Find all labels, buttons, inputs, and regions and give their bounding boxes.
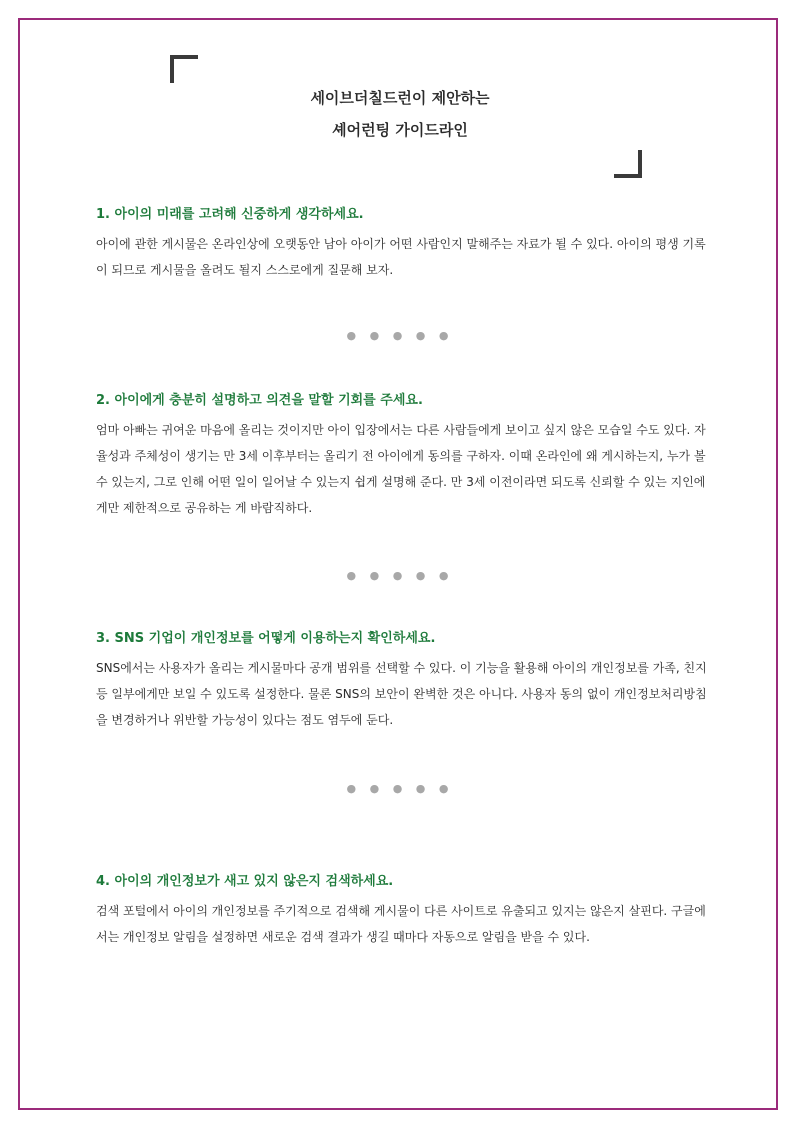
section-body: 엄마 아빠는 귀여운 마음에 올리는 것이지만 아이 입장에서는 다른 사람들에게 보이고 싶지 않은 모습일 수도 있다. 자율성과 주체성이 생기는 만 3세 이후부터는 올리기 전 아이에게 동의를 구하자. 이때 온라인에 왜 게시하는지, 누가 볼 수 있는지, 그로 인해 어떤 일이 일어날 수 있는지 쉽게 설명해 준다. 만 3세 이전이라면 되도록 신뢰할 수 있는 지인에게만 제한적으로 공유하는 게 바람직하다.: [96, 423, 706, 515]
guideline-section-1: [96, 206, 716, 283]
section-body: 검색 포털에서 아이의 개인정보를 주기적으로 검색해 게시물이 다른 사이트로 유출되고 있지는 않은지 살핀다. 구글에서는 개인정보 알림을 설정하면 새로운 검색 결과가 생길 때마다 자동으로 알림을 받을 수 있다.: [96, 904, 706, 944]
section-heading: 3. SNS 기업이 개인정보를 어떻게 이용하는지 확인하세요.: [96, 631, 436, 646]
section-heading: 1. 아이의 미래를 고려해 신중하게 생각하세요.: [96, 207, 364, 222]
page-title-line-1: 세이브더칠드런이 제안하는: [310, 89, 490, 107]
section-heading: 2. 아이에게 충분히 설명하고 의견을 말할 기회를 주세요.: [96, 393, 423, 408]
guideline-section-2: [96, 392, 716, 521]
dot-separator: ● ● ● ● ●: [346, 329, 454, 342]
corner-bracket-bottom-right: [614, 150, 642, 178]
section-heading: 4. 아이의 개인정보가 새고 있지 않은지 검색하세요.: [96, 874, 394, 889]
dot-separator: ● ● ● ● ●: [346, 569, 454, 582]
section-body: 아이에 관한 게시물은 온라인상에 오랫동안 남아 아이가 어떤 사람인지 말해주는 자료가 될 수 있다. 아이의 평생 기록이 되므로 게시물을 올려도 될지 스스로에게 질문해 보자.: [96, 237, 706, 277]
corner-bracket-top-left: [170, 55, 198, 83]
guideline-section-4: [96, 873, 716, 950]
dot-separator: ● ● ● ● ●: [346, 782, 454, 795]
guideline-section-3: [96, 630, 716, 733]
page-title-line-2: 셰어런팅 가이드라인: [332, 121, 468, 139]
section-body: SNS에서는 사용자가 올리는 게시물마다 공개 범위를 선택할 수 있다. 이 기능을 활용해 아이의 개인정보를 가족, 친지 등 일부에게만 보일 수 있도록 설정한다. 물론 SNS의 보안이 완벽한 것은 아니다. 사용자 동의 없이 개인정보처리방침을 변경하거나 위반할 가능성이 있다는 점도 염두에 둔다.: [96, 661, 707, 727]
